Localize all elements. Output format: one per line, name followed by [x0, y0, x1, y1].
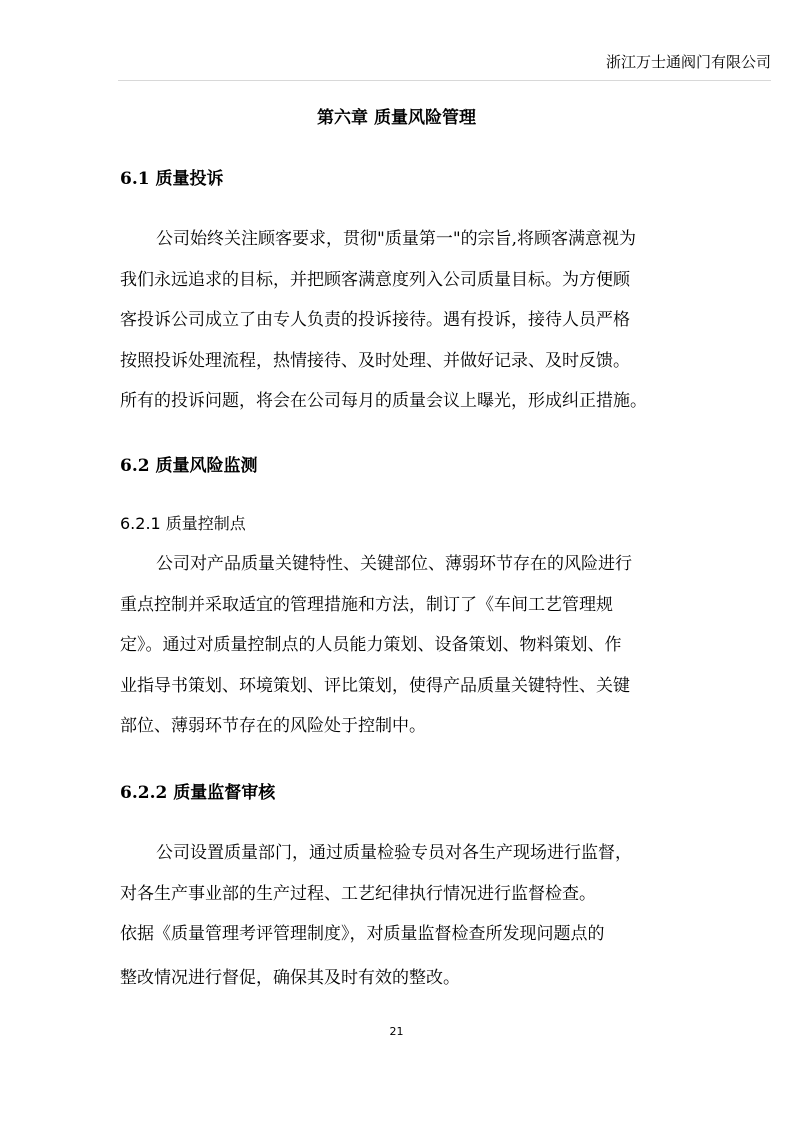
chapter-title: 第六章 质量风险管理 [317, 108, 476, 128]
subsection-6-2-1-paragraph [120, 544, 676, 747]
paragraph-line: 对各生产事业部的生产过程、工艺纪律执行情况进行监督检查。 [120, 883, 596, 904]
subsection-6-2-2-heading: 6.2.2 质量监督审核 [120, 783, 276, 803]
paragraph-line: 我们永远追求的目标，并把顾客满意度列入公司质量目标。为方便顾 [120, 269, 630, 290]
paragraph-line: 定》。通过对质量控制点的人员能力策划、设备策划、物料策划、作 [120, 635, 622, 655]
paragraph-line: 公司设置质量部门，通过质量检验专员对各生产现场进行监督， [156, 843, 632, 863]
section-6-2-heading: 6.2 质量风险监测 [120, 456, 258, 476]
page-number: 21 [389, 1025, 404, 1038]
paragraph-line: 客投诉公司成立了由专人负责的投诉接待。遇有投诉，接待人员严格 [120, 310, 630, 330]
paragraph-line: 依据《质量管理考评管理制度》，对质量监督检查所发现问题点的 [120, 924, 605, 944]
paragraph-line: 按照投诉处理流程，热情接待、及时处理、并做好记录、及时反馈。 [120, 350, 630, 371]
paragraph-line: 业指导书策划、环境策划、评比策划，使得产品质量关键特性、关键 [120, 675, 630, 696]
paragraph-line: 公司始终关注顾客要求，贯彻"质量第一"的宗旨,将顾客满意视为 [156, 229, 637, 249]
paragraph-line: 整改情况进行督促，确保其及时有效的整改。 [120, 968, 460, 988]
paragraph-line: 重点控制并采取适宜的管理措施和方法，制订了《车间工艺管理规 [120, 594, 613, 615]
paragraph-line: 部位、薄弱环节存在的风险处于控制中。 [120, 716, 426, 736]
subsection-6-2-2-paragraph [120, 833, 676, 999]
paragraph-line: 公司对产品质量关键特性、关键部位、薄弱环节存在的风险进行 [156, 554, 632, 574]
subsection-6-2-1-heading: 6.2.1 质量控制点 [120, 514, 246, 533]
paragraph-line: 所有的投诉问题，将会在公司每月的质量会议上曝光，形成纠正措施。 [120, 391, 647, 411]
page-header-company: 浙江万士通阀门有限公司 [605, 53, 771, 71]
header-rule [118, 80, 771, 81]
section-6-1-paragraph [120, 219, 676, 422]
section-6-1-heading: 6.1 质量投诉 [120, 169, 224, 189]
